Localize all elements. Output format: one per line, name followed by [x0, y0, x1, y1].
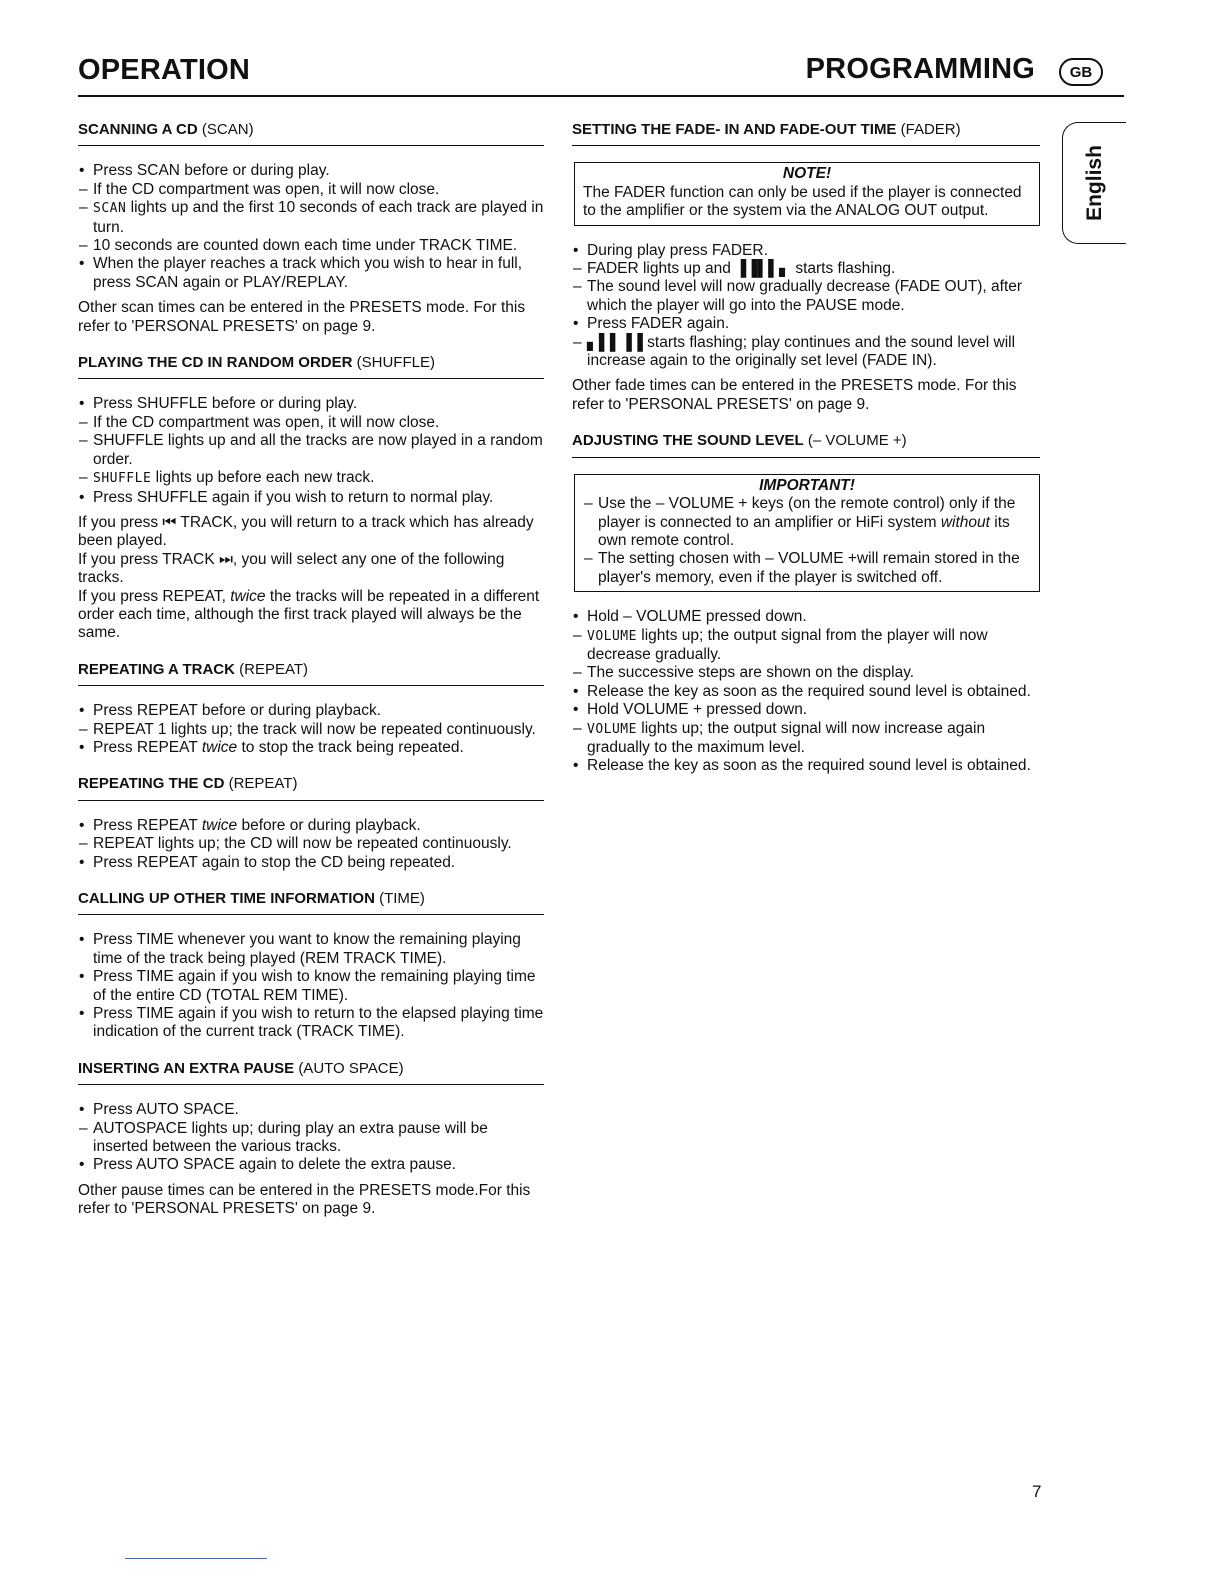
dash-item: – 10 seconds are counted down each time under TRACK TIME.: [78, 237, 544, 255]
paragraph: If you press ⏮ TRACK, you will return to a track which has already been played.: [78, 513, 534, 550]
right-column: [572, 121, 1040, 794]
dash-item: – VOLUME lights up; the output signal from the player will now decrease gradually.: [572, 627, 1040, 665]
bullet-item: • Press SHUFFLE before or during play.: [78, 395, 544, 413]
dash-item: – SHUFFLE lights up and all the tracks are now played in a random order.: [78, 432, 544, 469]
paragraph: If you press TRACK ⏭, you will select any one of the following tracks.: [78, 550, 505, 587]
bullet-item: • Press TIME again if you wish to know the remaining playing time of the entire CD (TOTAL REM TIME).: [78, 968, 544, 1005]
note-text: The FADER function can only be used if the player is connected to the amplifier or the system via the ANALOG OUT output.: [583, 183, 1022, 220]
section-heading: SETTING THE FADE- IN AND FADE-OUT TIME (FADER): [572, 121, 1040, 146]
footer-underline: [125, 1558, 267, 1559]
instruction-list: [78, 1101, 544, 1175]
bullet-item: • Press AUTO SPACE again to delete the extra pause.: [78, 1156, 544, 1174]
bullet-item: • During play press FADER.: [572, 242, 1040, 260]
dash-item: – If the CD compartment was open, it will now close.: [78, 414, 544, 432]
bullet-item: • Press TIME again if you wish to return to the elapsed playing time indication of the current track (TRACK TIME).: [78, 1005, 544, 1042]
instruction-list: [572, 608, 1040, 776]
section-heading: SCANNING A CD (SCAN): [78, 121, 544, 146]
instruction-list: [572, 242, 1040, 371]
bullet-item: • Release the key as soon as the required sound level is obtained.: [572, 757, 1040, 775]
dash-item: – The successive steps are shown on the display.: [572, 664, 1040, 682]
section-scan: [78, 121, 544, 336]
bullet-item: • Hold VOLUME + pressed down.: [572, 701, 1040, 719]
section-heading: INSERTING AN EXTRA PAUSE (AUTO SPACE): [78, 1060, 544, 1085]
dash-item: – If the CD compartment was open, it will now close.: [78, 181, 544, 199]
dash-item: – The sound level will now gradually decrease (FADE OUT), after which the player will go into the PAUSE mode.: [572, 278, 1040, 315]
header-operation-title: OPERATION: [78, 54, 251, 86]
lcd-display-text: VOLUME: [587, 628, 637, 644]
important-box: [574, 474, 1040, 592]
instruction-list: [78, 931, 544, 1041]
lcd-display-text: SCAN: [93, 201, 127, 217]
instruction-list: [78, 702, 544, 757]
dash-item: – Use the – VOLUME + keys (on the remote control) only if the player is connected to an amplifier or HiFi system without its own remote control.: [583, 495, 1031, 550]
dash-item: – AUTOSPACE lights up; during play an extra pause will be inserted between the various tracks.: [78, 1120, 544, 1157]
header-programming-title: PROGRAMMING: [805, 53, 1035, 85]
lcd-display-text: VOLUME: [587, 721, 637, 737]
bullet-item: • Press AUTO SPACE.: [78, 1101, 544, 1119]
section-volume: [572, 432, 1040, 776]
bullet-item: • Press REPEAT twice to stop the track being repeated.: [78, 739, 544, 757]
dash-item: – VOLUME lights up; the output signal will now increase again gradually to the maximum level.: [572, 720, 1040, 758]
page-number: 7: [1032, 1482, 1042, 1501]
header-divider: [78, 95, 1124, 97]
bullet-item: • When the player reaches a track which you wish to hear in full, press SCAN again or PLAY/REPLAY.: [78, 255, 544, 292]
instruction-list: [78, 395, 544, 506]
paragraph: Other scan times can be entered in the PRESETS mode. For this refer to 'PERSONAL PRESETS' on page 9.: [78, 299, 526, 335]
dash-item: – REPEAT 1 lights up; the track will now be repeated continuously.: [78, 721, 544, 739]
dash-item: – SHUFFLE lights up before each new track.: [78, 469, 544, 488]
bullet-item: • Press FADER again.: [572, 315, 1040, 333]
section-heading: REPEATING A TRACK (REPEAT): [78, 661, 544, 686]
bullet-item: • Press TIME whenever you want to know the remaining playing time of the track being played (REM TRACK TIME).: [78, 931, 544, 968]
language-tab: [1062, 122, 1126, 244]
note-title: NOTE!: [782, 165, 832, 183]
dash-item: – REPEAT lights up; the CD will now be repeated continuously.: [78, 835, 544, 853]
section-fader: [572, 121, 1040, 414]
section-repeat-track: [78, 661, 544, 758]
section-shuffle: [78, 354, 544, 643]
section-heading: REPEATING THE CD (REPEAT): [78, 775, 544, 800]
paragraph: Other pause times can be entered in the PRESETS mode.For this refer to 'PERSONAL PRESETS' on page 9.: [78, 1181, 531, 1218]
bullet-item: • Press REPEAT again to stop the CD being repeated.: [78, 854, 544, 872]
dash-item: – SCAN lights up and the first 10 seconds of each track are played in turn.: [78, 199, 544, 237]
bullet-item: • Press SCAN before or during play.: [78, 162, 544, 180]
section-heading: PLAYING THE CD IN RANDOM ORDER (SHUFFLE): [78, 354, 544, 379]
lcd-display-text: SHUFFLE: [93, 471, 152, 487]
important-list: [583, 495, 1031, 587]
section-time: [78, 890, 544, 1042]
language-tab-label: English: [1082, 145, 1106, 221]
dash-item: – FADER lights up and ▐▐▌▌▖ starts flashing.: [572, 260, 1040, 278]
paragraph: Other fade times can be entered in the PRESETS mode. For this refer to 'PERSONAL PRESETS' on page 9.: [572, 377, 1017, 413]
section-heading: CALLING UP OTHER TIME INFORMATION (TIME): [78, 890, 544, 915]
section-repeat-cd: [78, 775, 544, 872]
instruction-list: [78, 162, 544, 292]
section-heading: ADJUSTING THE SOUND LEVEL (– VOLUME +): [572, 432, 1040, 457]
instruction-list: [78, 817, 544, 872]
dash-item: – ▖▌▌▐▐ starts flashing; play continues and the sound level will increase again to the originally set level (FADE IN).: [572, 334, 1040, 371]
dash-item: – The setting chosen with – VOLUME +will remain stored in the player's memory, even if the player is switched off.: [583, 550, 1031, 587]
note-box: [574, 162, 1040, 225]
left-column: [78, 121, 544, 1237]
bullet-item: • Press REPEAT twice before or during playback.: [78, 817, 544, 835]
bullet-item: • Release the key as soon as the required sound level is obtained.: [572, 683, 1040, 701]
section-auto-space: [78, 1060, 544, 1219]
bullet-item: • Hold – VOLUME pressed down.: [572, 608, 1040, 626]
bullet-item: • Press REPEAT before or during playback.: [78, 702, 544, 720]
paragraph: If you press REPEAT, twice the tracks will be repeated in a different order each time, although the first track played will always be the same.: [78, 587, 540, 642]
bullet-item: • Press SHUFFLE again if you wish to return to normal play.: [78, 489, 544, 507]
region-badge: GB: [1059, 58, 1103, 86]
important-title: IMPORTANT!: [759, 476, 855, 494]
